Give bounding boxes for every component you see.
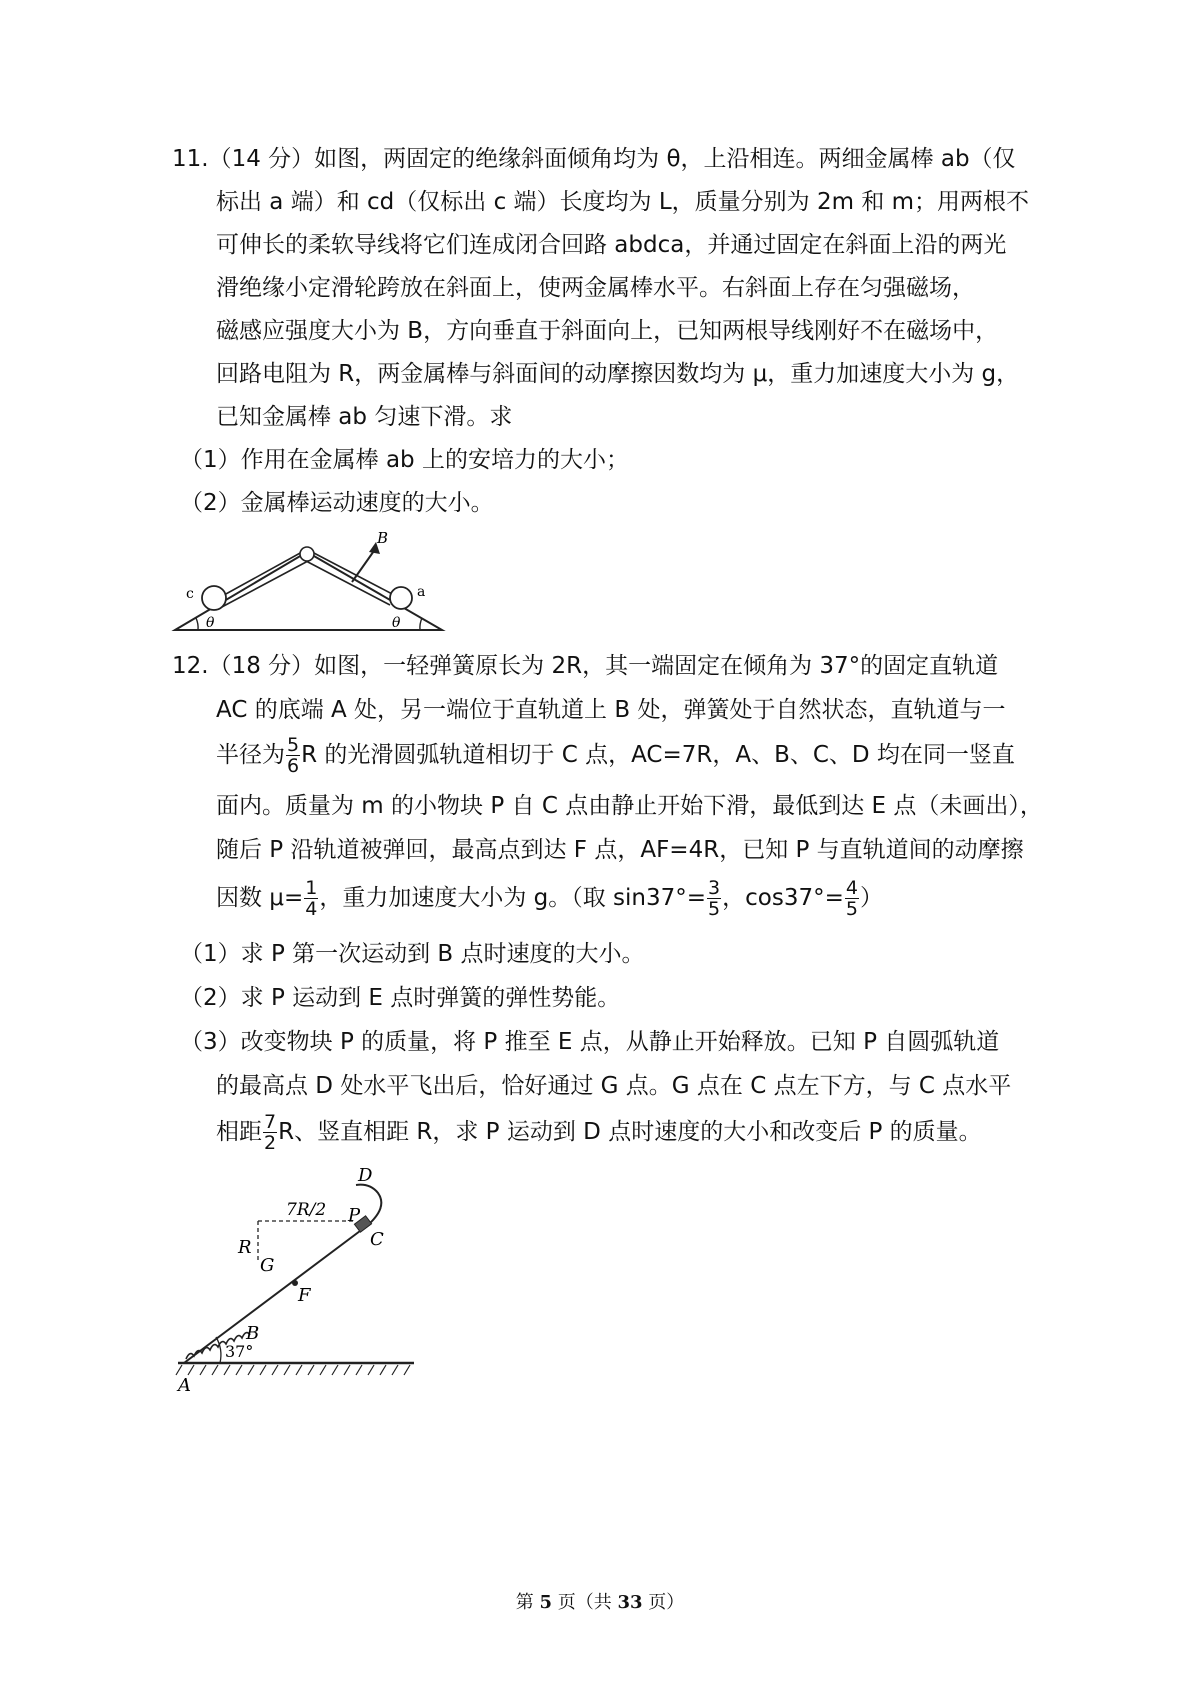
label-A: A (178, 1375, 191, 1396)
q12-sub-3-line-1: （3）改变物块 P 的质量，将 P 推至 E 点，从静止开始释放。已知 P 自圆弧轨道 (180, 1029, 1000, 1055)
label-R: R (238, 1237, 252, 1258)
label-B: B (377, 530, 389, 547)
q11-line-3: 可伸长的柔软导线将它们连成闭合回路 abdca，并通过固定在斜面上沿的两光 (216, 232, 1007, 258)
q12-line-4: 面内。质量为 m 的小物块 P 自 C 点由静止开始下滑，最低到达 E 点（未画出）， (216, 793, 1043, 819)
label-theta-right: θ (392, 615, 401, 631)
label-B: B (246, 1323, 260, 1344)
label-7R2: 7R/2 (286, 1200, 327, 1220)
q11-line-7: 已知金属棒 ab 匀速下滑。求 (216, 404, 513, 430)
q12-line-3 (216, 735, 1015, 776)
q11-line-4: 滑绝缘小定滑轮跨放在斜面上，使两金属棒水平。右斜面上存在匀强磁场， (216, 275, 975, 301)
q11-sub-2: （2）金属棒运动速度的大小。 (180, 490, 494, 516)
page-footer: 第 5 页（共 33 页） (515, 1592, 685, 1613)
frac-4-5: $\frac{4}{5}$ (845, 877, 858, 920)
q12-sub-3-line-3: 相距 $\frac{7}{2}$ R、竖直相距 R，求 P 运动到 D 点时速度的大小和改变后 P 的质量。 (216, 1111, 982, 1154)
q11-figure (170, 530, 470, 640)
q11-line-1: 11.（14 分）如图，两固定的绝缘斜面倾角均为 θ，上沿相连。两细金属棒 ab（仅 (172, 146, 1016, 172)
rod-ab (390, 587, 412, 609)
label-C: C (370, 1229, 384, 1250)
track-AC (184, 1225, 368, 1363)
q12-figure (170, 1165, 430, 1415)
q12-line-5: 随后 P 沿轨道被弹回，最高点到达 F 点，AF=4R，已知 P 与直轨道间的动摩擦 (216, 837, 1024, 863)
pulley (300, 547, 314, 561)
label-F: F (298, 1285, 311, 1306)
q11-line-2: 标出 a 端）和 cd（仅标出 c 端）长度均为 L，质量分别为 2m 和 m；用两根不 (216, 189, 1030, 215)
q12-line-6: 因数 μ= $\frac{1}{4}$ ，重力加速度大小为 g。（取 sin37°= $\frac{3}{5}$ ，cos37°= $\frac{4}{5}$ ） (216, 877, 883, 920)
frac-5-6: $\frac{5}{6}$ (287, 734, 300, 777)
rod-cd (202, 586, 226, 610)
label-P: P (348, 1205, 361, 1226)
label-D: D (358, 1165, 373, 1186)
label-G: G (260, 1255, 275, 1276)
label-theta-left: θ (206, 615, 215, 631)
q11-line-6: 回路电阻为 R，两金属棒与斜面间的动摩擦因数均为 μ，重力加速度大小为 g， (216, 361, 1020, 387)
page-number: 5 (539, 1592, 552, 1613)
label-a: a (417, 584, 426, 600)
q11-sub-1: （1）作用在金属棒 ab 上的安培力的大小； (180, 447, 629, 473)
label-c: c (186, 586, 194, 602)
q12-sub-1: （1）求 P 第一次运动到 B 点时速度的大小。 (180, 941, 645, 967)
q12-line-1: 12.（18 分）如图，一轻弹簧原长为 2R，其一端固定在倾角为 37°的固定直轨道 (172, 653, 999, 679)
frac-3-5: $\frac{3}{5}$ (708, 877, 721, 920)
page-total: 33 (617, 1592, 643, 1613)
q12-line-3-pre: 半径为 (216, 742, 285, 768)
frac-7-2: $\frac{7}{2}$ (264, 1111, 277, 1154)
q12-sub-3-line-2: 的最高点 D 处水平飞出后，恰好通过 G 点。G 点在 C 点左下方，与 C 点水平 (216, 1073, 1012, 1099)
q12-line-2: AC 的底端 A 处，另一端位于直轨道上 B 处，弹簧处于自然状态，直轨道与一 (216, 697, 1006, 723)
frac-1-4: $\frac{1}{4}$ (305, 877, 318, 920)
q12-line-3-post: R 的光滑圆弧轨道相切于 C 点，AC=7R，A、B、C、D 均在同一竖直 (301, 742, 1015, 768)
q12-sub-2: （2）求 P 运动到 E 点时弹簧的弹性势能。 (180, 985, 621, 1011)
q11-line-5: 磁感应强度大小为 B，方向垂直于斜面向上，已知两根导线刚好不在磁场中， (216, 318, 999, 344)
label-37deg: 37° (225, 1342, 254, 1361)
